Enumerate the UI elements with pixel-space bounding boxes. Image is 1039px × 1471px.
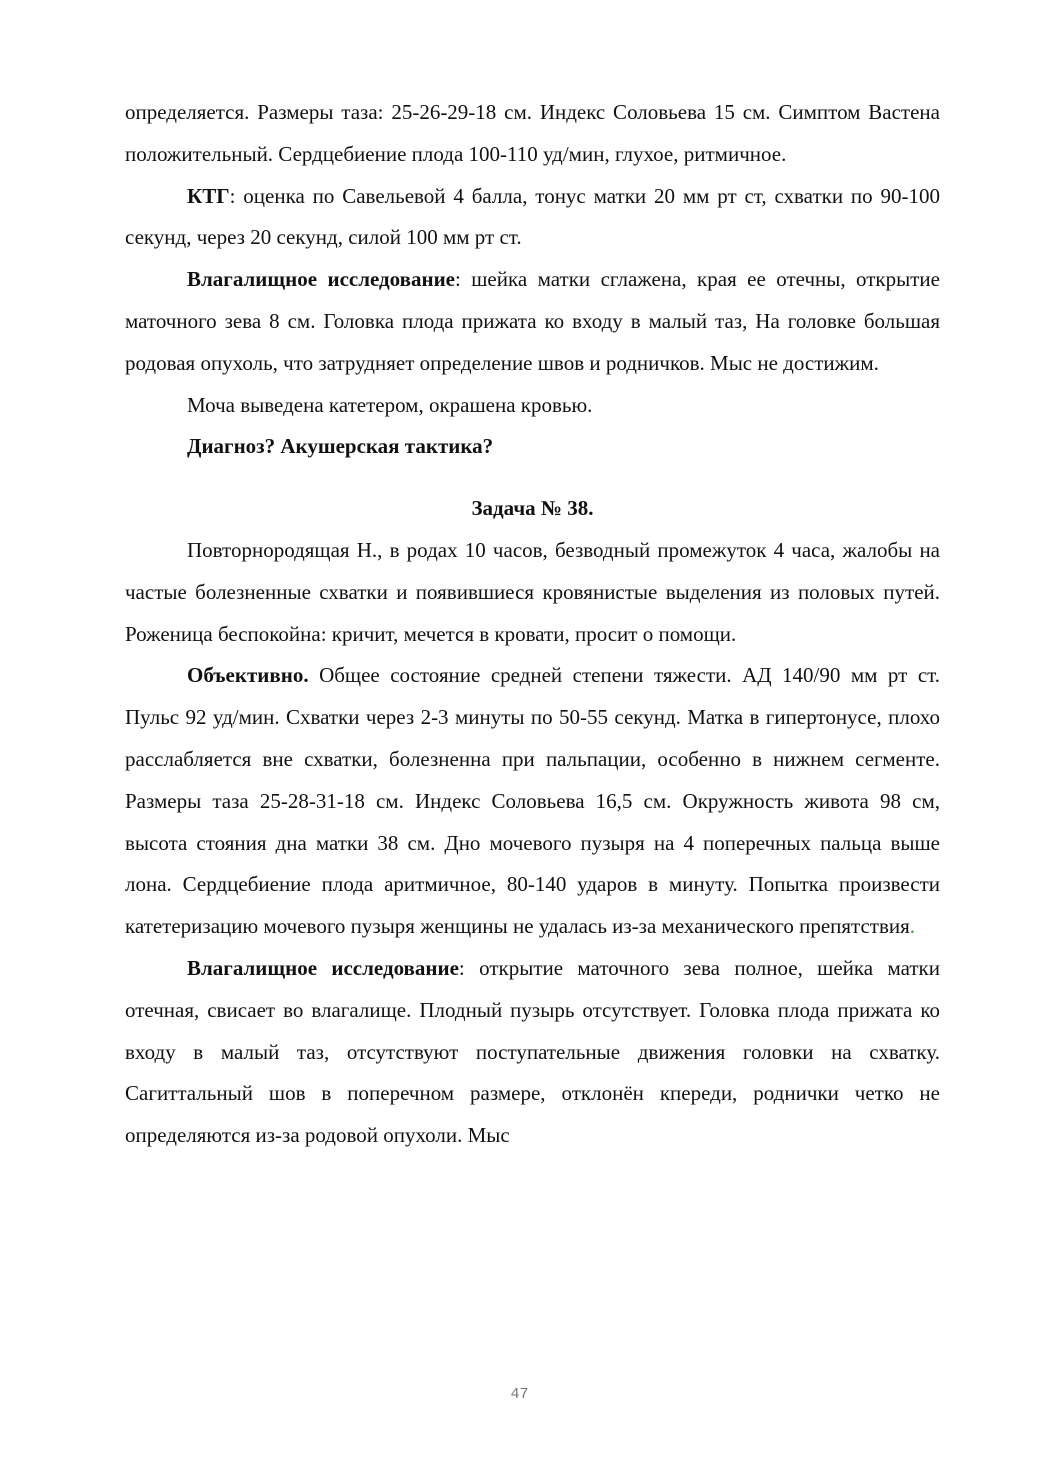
- ktg-label: КТГ: [187, 183, 230, 208]
- objective-end-period: .: [909, 914, 916, 939]
- vaginal-exam-label-1: Влагалищное исследование: [187, 267, 455, 292]
- vaginal-exam-text-2: : открытие маточного зева полное, шейка матки отечная, свисает во влагалище. Плодный пузырь отсутствует. Головка плода прижата ко входу в малый таз, отсутствуют поступательные движения головки на схватку. Сагиттальный шов в поперечном размере, отклонён кпереди, роднички четко не определяются из-за родовой опухоли. Мыс: [125, 955, 940, 1148]
- paragraph-urine: Моча выведена катетером, окрашена кровью.: [187, 392, 593, 417]
- paragraph-continuation: определяется. Размеры таза: 25-26-29-18 см. Индекс Соловьева 15 см. Симптом Вастена положительный. Сердцебиение плода 100-110 уд/мин, глухое, ритмичное.: [125, 100, 940, 166]
- paragraph-ktg: [125, 176, 940, 260]
- vaginal-exam-text-1: : шейка матки сглажена, края ее отечны, открытие маточного зева 8 см. Головка плода прижата ко входу в малый таз, На головке большая родовая опухоль, что затрудняет определение швов и родничков. Мыс не достижим.: [125, 267, 940, 375]
- paragraph-case-intro: Повторнородящая Н., в родах 10 часов, безводный промежуток 4 часа, жалобы на частые болезненные схватки и появившиеся кровянистые выделения из половых путей. Роженица беспокойна: кричит, мечется в кровати, просит о помощи.: [125, 537, 940, 646]
- paragraph-vaginal-exam-2: [125, 948, 940, 1157]
- objective-text: Общее состояние средней степени тяжести. АД 140/90 мм рт ст. Пульс 92 уд/мин. Схватки через 2-3 минуты по 50-55 секунд. Матка в гипертонусе, плохо расслабляется вне схватки, болезненна при пальпации, особенно в нижнем сегменте. Размеры таза 25-28-31-18 см. Индекс Соловьева 16,5 см. Окружность живота 98 см, высота стояния дна матки 38 см. Дно мочевого пузыря на 4 поперечных пальца выше лона. Сердцебиение плода аритмичное, 80-140 ударов в минуту. Попытка произвести катетеризацию мочевого пузыря женщины не удалась из-за механического препятствия: [125, 663, 940, 939]
- task-heading: Задача № 38.: [471, 496, 594, 521]
- paragraph-objective: [125, 655, 940, 948]
- objective-label: Объективно.: [187, 663, 309, 688]
- document-page: [125, 92, 940, 1157]
- question-diagnosis: Диагноз? Акушерская тактика?: [187, 434, 494, 459]
- page-number: 47: [510, 1386, 529, 1403]
- vaginal-exam-label-2: Влагалищное исследование: [187, 955, 459, 980]
- ktg-text: : оценка по Савельевой 4 балла, тонус матки 20 мм рт ст, схватки по 90-100 секунд, через 20 секунд, силой 100 мм рт ст.: [125, 183, 940, 250]
- paragraph-vaginal-exam-1: [125, 259, 940, 384]
